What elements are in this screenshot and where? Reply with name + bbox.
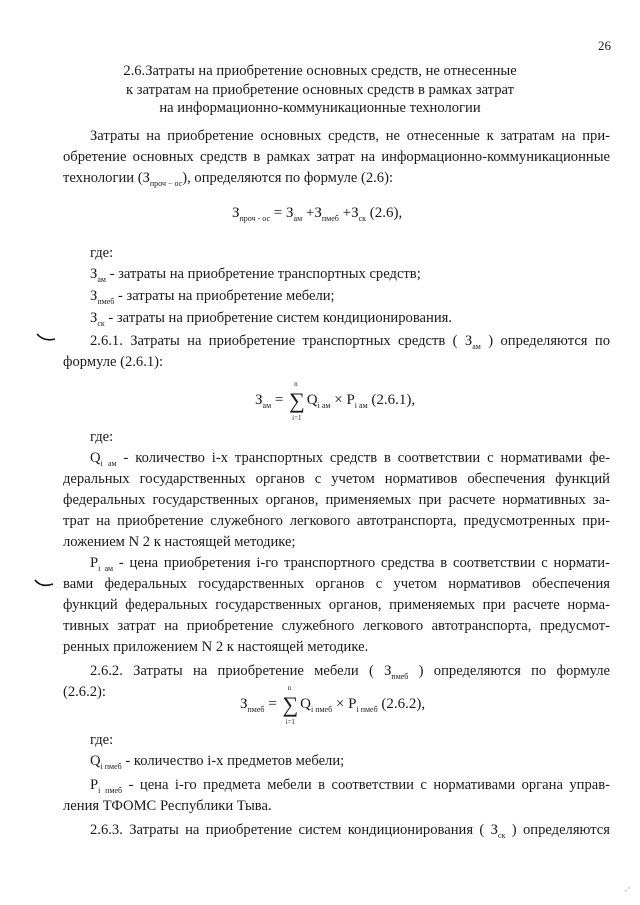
p-am-line: ренных приложением N 2 к настоящей методике. [63, 639, 369, 655]
section-title [0, 62, 640, 118]
definition-z-am: $З_{ам}$ - затраты на приобретение транспортных средств; [90, 266, 421, 284]
p-am-line: функций федеральных государственных органов, применяемых при расчете норма- [63, 597, 610, 613]
formula-2-6: $З_{проч - ос} = З_{ам} +З_{пмеб} +З_{ск}$ (2.6), [232, 205, 403, 223]
definition-z-sk: $З_{ск}$ - затраты на приобретение систем кондиционирования. [90, 310, 452, 328]
p-am-line: $P_{i ам}$ - цена приобретения i-го транспортного средства в соответствии с нормати- [90, 555, 610, 573]
q-am-line: ложением N 2 к настоящей методике; [63, 534, 296, 550]
intro-line: обретение основных средств в рамках затрат на информационно-коммуникационные [63, 149, 610, 165]
intro-line: технологии $(З_{проч - ос})$, определяются по формуле (2.6): [63, 170, 393, 188]
margin-mark [36, 333, 56, 343]
q-am-line: $Q_{i ам}$ - количество i-х транспортных средств в соответствии с нормативами фе- [90, 450, 610, 468]
where-label: где: [90, 245, 114, 261]
p-am-line: тивных затрат на приобретение служебного легкового автотранспорта, предусмот- [63, 618, 610, 634]
p-pmeb-line: $P_{i пмеб}$ - цена i-го предмета мебели в соответствии с нормативами органа управ- [90, 777, 611, 795]
where-label: где: [90, 732, 114, 748]
page-number: 26 [598, 38, 611, 53]
section-2-6-2-line: 2.6.2. Затраты на приобретение мебели ( $З_{пмеб}$ ) определяются по формуле [90, 663, 610, 681]
formula-2-6-1: $З_{ам}$ = ∑ n i=1 $Q_{i ам} \times P_{i ам}$ (2.6.1), [255, 380, 416, 422]
section-title-line: 2.6.Затраты на приобретение основных средств, не отнесенные [123, 63, 517, 79]
section-2-6-3-line: 2.6.3. Затраты на приобретение систем кондиционирования ( $З_{ск}$ ) определяются [90, 822, 611, 840]
section-2-6-1-line: формуле (2.6.1): [63, 354, 164, 370]
where-label: где: [90, 429, 114, 445]
section-title-line: на информационно-коммуникационные технологии [159, 100, 481, 117]
sum-sign: ∑ n i=1 [289, 380, 305, 422]
formula-2-6-2: $З_{пмеб}$ = ∑ n i=1 $Q_{i пмеб} \times P_{i пмеб}$ (2.6.2), [240, 684, 426, 726]
intro-line: Затраты на приобретение основных средств, не отнесенные к затратам на при- [90, 128, 610, 144]
p-am-line: вами федеральных государственных органов с учетом нормативов обеспечения [63, 576, 610, 592]
sum-sign: ∑ n i=1 [282, 684, 299, 726]
q-am-line: трат на приобретение служебного легкового автотранспорта, предусмотренных при- [63, 513, 610, 529]
definition-z-pmeb: $З_{пмеб}$ - затраты на приобретение мебели; [90, 288, 335, 306]
q-am-line: федеральных государственных органов, применяемых при расчете нормативных за- [63, 492, 610, 508]
margin-mark [34, 579, 54, 589]
p-pmeb-line: ления ТФОМС Республики Тыва. [63, 798, 272, 814]
q-pmeb-line: $Q_{i пмеб}$ - количество i-х предметов мебели; [90, 753, 345, 771]
q-am-line: деральных государственных органов с учетом нормативов обеспечения функций [63, 471, 610, 487]
section-title-line: к затратам на приобретение основных средств в рамках затрат [125, 81, 515, 98]
scan-artifact [624, 885, 632, 893]
section-2-6-2-line: (2.6.2): [63, 684, 106, 700]
section-2-6-1-line: 2.6.1. Затраты на приобретение транспортных средств ( $З_{ам}$ ) определяются по [90, 333, 610, 351]
